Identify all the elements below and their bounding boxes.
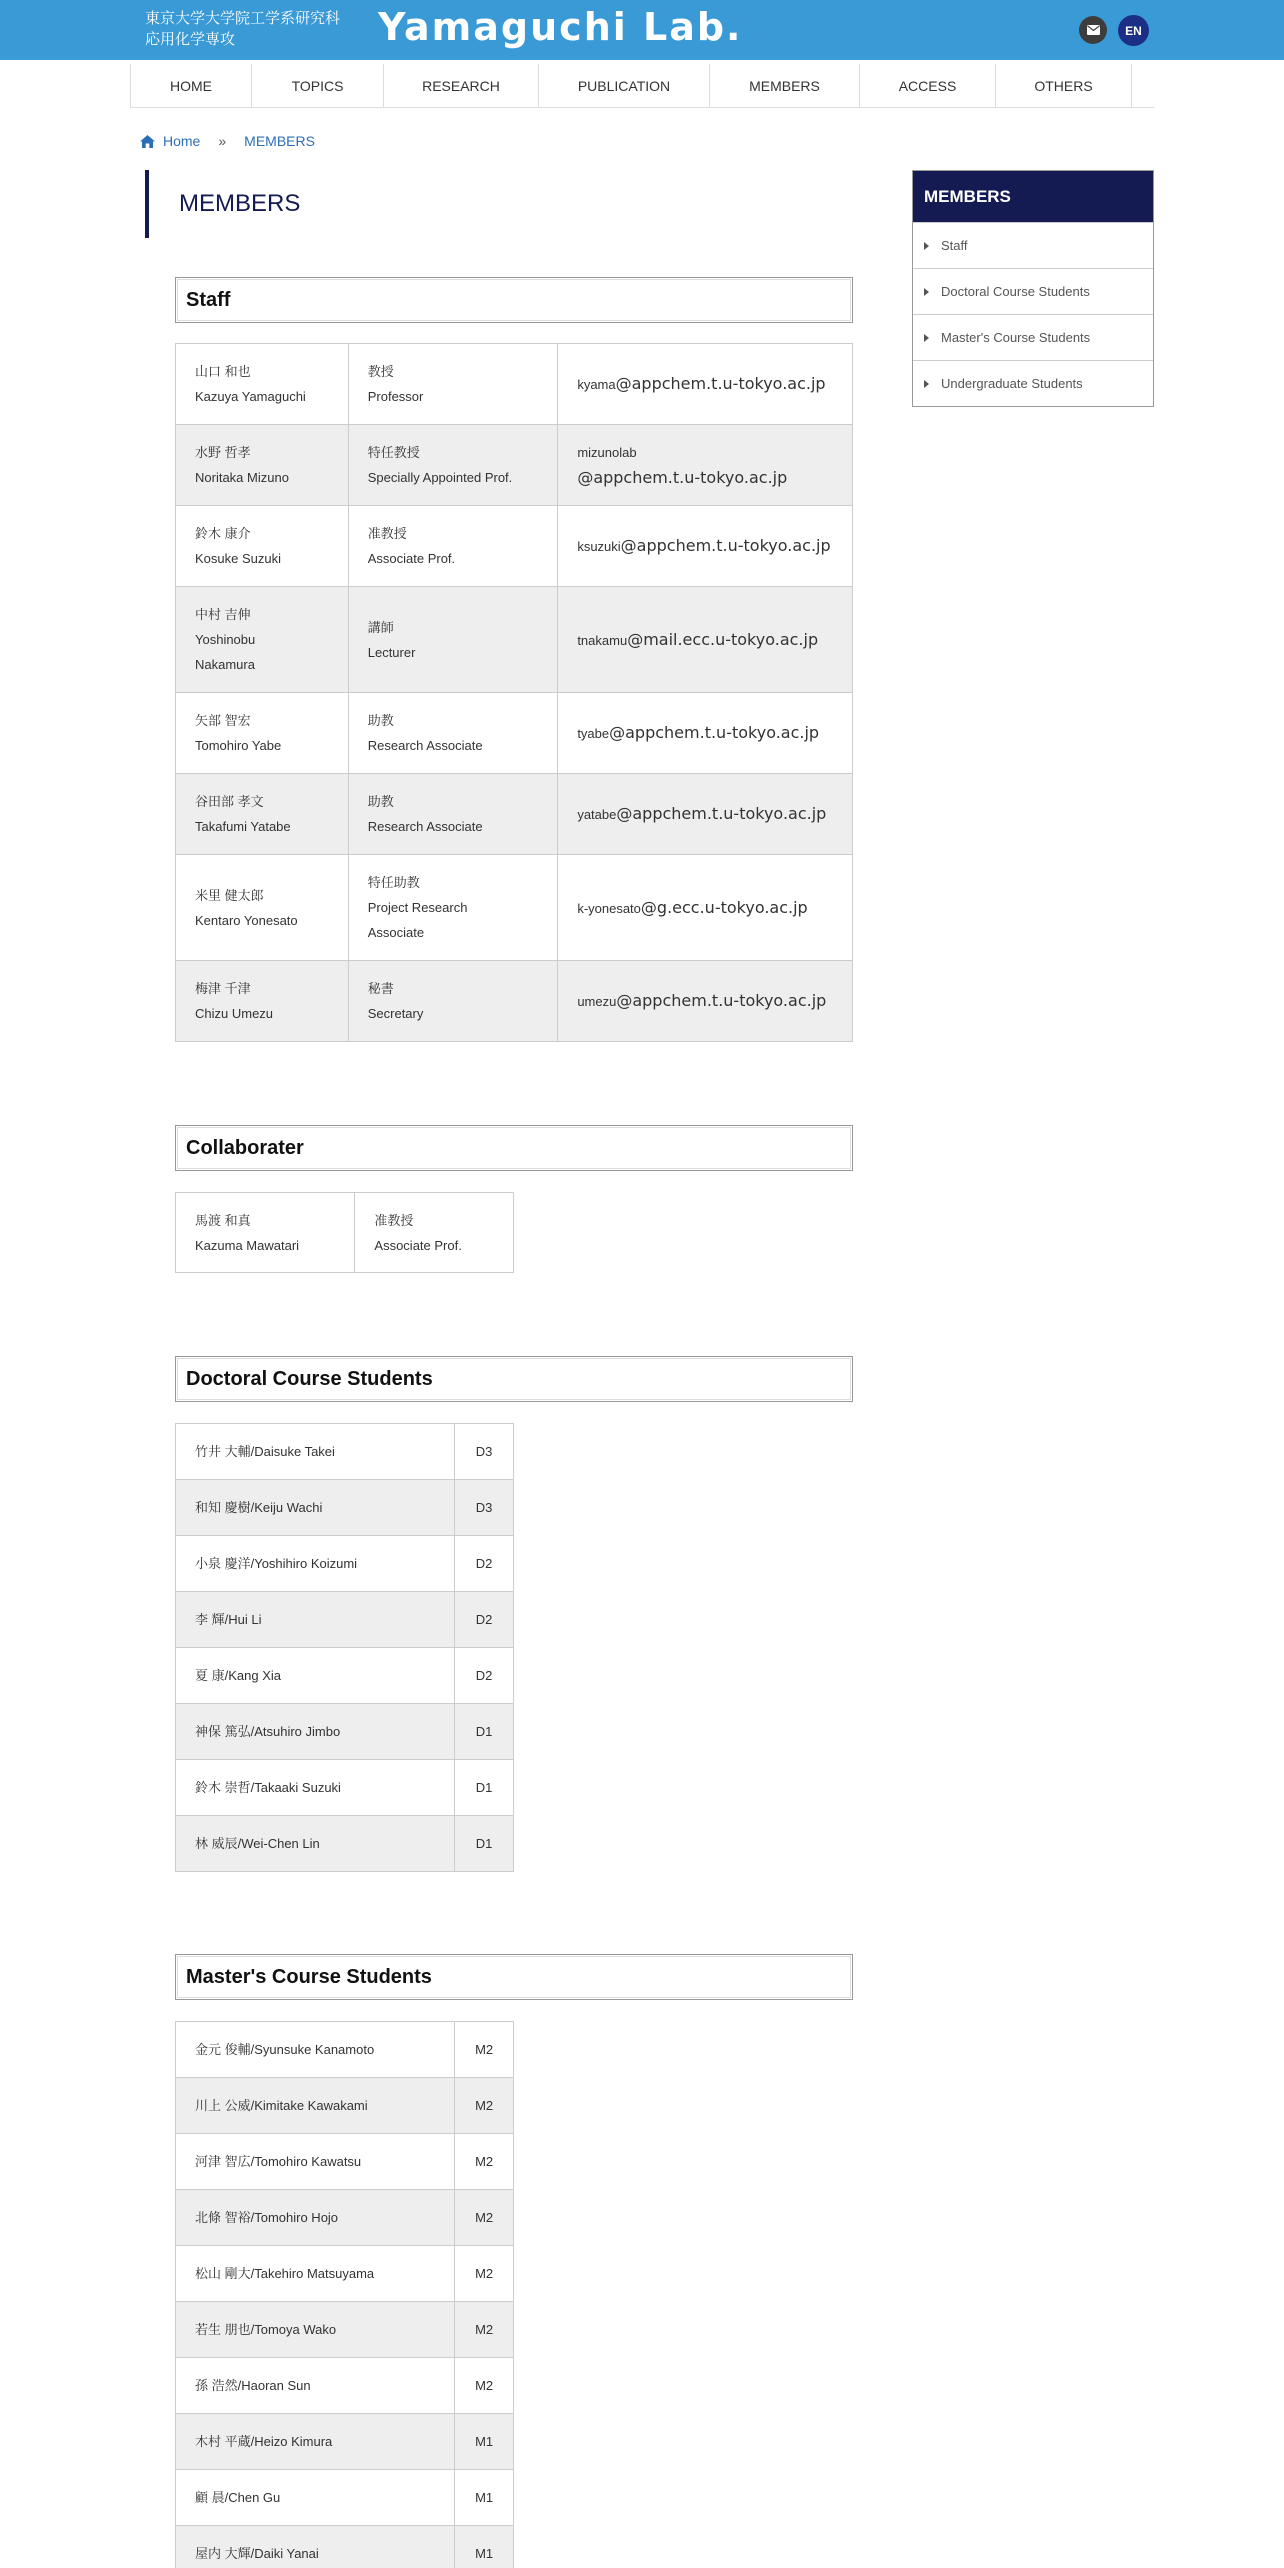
nav-research[interactable]: RESEARCH: [383, 64, 538, 108]
table-row: [176, 1648, 514, 1704]
student-grade: M1: [455, 2526, 514, 2568]
staff-email-cell: [558, 425, 853, 506]
table-row: [176, 1592, 514, 1648]
email-domain: @appchem.t.u-tokyo.ac.jp: [615, 374, 826, 393]
student-name: 北條 智裕/Tomohiro Hojo: [176, 2190, 455, 2246]
site-header: [0, 0, 1284, 60]
name-en: Tomohiro Yabe: [195, 738, 282, 753]
staff-email-cell: [558, 961, 853, 1042]
title-en: Lecturer: [367, 644, 416, 660]
student-grade: D1: [455, 1760, 514, 1816]
breadcrumb-home-link[interactable]: Home: [163, 133, 201, 149]
name-ja: 梅津 千津: [195, 981, 251, 996]
name-en: Yoshinobu: [195, 632, 256, 647]
staff-title-cell: [348, 506, 558, 587]
name-ja: 山口 和也: [195, 364, 251, 379]
title-ja: 秘書: [367, 981, 394, 996]
sidebar-item-label: Undergraduate Students: [941, 376, 1083, 391]
department-line-1: 東京大学大学院工学系研究科: [145, 10, 341, 27]
table-row: [176, 2414, 514, 2470]
table-row: [176, 2358, 514, 2414]
table-row: [176, 2246, 514, 2302]
staff-name-cell: [176, 344, 349, 425]
table-row: [176, 1760, 514, 1816]
title-ja: 助教: [367, 794, 394, 809]
email-domain: @mail.ecc.u-tokyo.ac.jp: [627, 629, 819, 649]
sidebar-item-staff[interactable]: [913, 222, 1153, 268]
student-grade: M2: [455, 2302, 514, 2358]
table-row: [176, 2526, 514, 2568]
table-row: [176, 2470, 514, 2526]
section-heading-collaborater: Collaborater: [175, 1125, 853, 1171]
caret-right-icon: [924, 380, 929, 388]
student-name: 夏 康/Kang Xia: [176, 1648, 455, 1704]
table-row: [176, 961, 853, 1042]
name-ja: 米里 健太郎: [195, 887, 264, 903]
staff-email-cell: [558, 344, 853, 425]
staff-name-cell: [176, 425, 349, 506]
title-ja: 特任教授: [367, 445, 420, 460]
student-name: 小泉 慶洋/Yoshihiro Koizumi: [176, 1536, 455, 1592]
breadcrumb: [140, 133, 315, 149]
student-name: 孫 浩然/Haoran Sun: [176, 2358, 455, 2414]
student-name: 金元 俊輔/Syunsuke Kanamoto: [176, 2022, 455, 2078]
page-title: MEMBERS: [145, 170, 300, 238]
name-ja: 矢部 智宏: [195, 713, 251, 728]
student-name: 屋内 大輝/Daiki Yanai: [176, 2526, 455, 2568]
email-domain: @appchem.t.u-tokyo.ac.jp: [609, 723, 820, 742]
staff-name-cell: [176, 961, 349, 1042]
student-grade: D2: [455, 1648, 514, 1704]
staff-name-cell: [176, 506, 349, 587]
staff-table: [175, 343, 853, 1042]
email-user: umezu: [577, 994, 617, 1009]
staff-email-cell: [558, 855, 853, 961]
table-row: [176, 2134, 514, 2190]
nav-others[interactable]: OTHERS: [995, 64, 1132, 108]
title-en: Research Associate: [367, 819, 483, 834]
table-row: [176, 1704, 514, 1760]
name-ja: 鈴木 康介: [195, 526, 251, 541]
staff-name-cell: [176, 774, 349, 855]
email-domain: @g.ecc.u-tokyo.ac.jp: [640, 897, 808, 917]
student-name: 木村 平蔵/Heizo Kimura: [176, 2414, 455, 2470]
caret-right-icon: [924, 334, 929, 342]
staff-title-cell: [348, 693, 558, 774]
name-ja: 中村 吉伸: [195, 607, 251, 622]
title-en: Project Research: [367, 900, 468, 915]
breadcrumb-current[interactable]: MEMBERS: [244, 133, 315, 149]
student-name: 神保 篤弘/Atsuhiro Jimbo: [176, 1704, 455, 1760]
student-name: 松山 剛大/Takehiro Matsuyama: [176, 2246, 455, 2302]
main-nav: [130, 64, 1154, 108]
staff-email-cell: [558, 506, 853, 587]
student-grade: M2: [455, 2190, 514, 2246]
title-ja: 准教授: [374, 1212, 414, 1228]
nav-topics[interactable]: TOPICS: [251, 64, 383, 108]
staff-email-cell: [558, 587, 853, 693]
email-user: kyama: [577, 377, 616, 392]
staff-title-cell: [348, 961, 558, 1042]
student-grade: D2: [455, 1592, 514, 1648]
table-row: [176, 1424, 514, 1480]
table-row: [176, 506, 853, 587]
student-grade: D3: [455, 1480, 514, 1536]
table-row: [176, 774, 853, 855]
student-name: 竹井 大輔/Daisuke Takei: [176, 1424, 455, 1480]
table-row: [176, 2078, 514, 2134]
title-en: Associate Prof.: [374, 1237, 462, 1253]
section-heading-doctoral: Doctoral Course Students: [175, 1356, 853, 1402]
student-grade: D3: [455, 1424, 514, 1480]
mail-icon[interactable]: [1079, 16, 1107, 44]
staff-title-cell: [348, 425, 558, 506]
name-en: Kosuke Suzuki: [195, 551, 281, 566]
table-row: [176, 2022, 514, 2078]
title-ja: 助教: [367, 713, 394, 728]
name-en: Takafumi Yatabe: [195, 819, 291, 834]
staff-title-cell: [348, 587, 558, 693]
student-grade: D1: [455, 1816, 514, 1872]
student-name: 林 威辰/Wei-Chen Lin: [176, 1816, 455, 1872]
name-ja: 谷田部 孝文: [195, 794, 264, 809]
name-ja: 水野 哲孝: [195, 445, 251, 460]
department-name: [145, 8, 340, 50]
title-ja: 講師: [367, 619, 394, 635]
email-domain: @appchem.t.u-tokyo.ac.jp: [616, 991, 827, 1010]
doctoral-table: [175, 1423, 514, 1872]
collaborater-table: [175, 1192, 514, 1273]
email-user: tyabe: [577, 726, 610, 741]
student-name: 顧 晨/Chen Gu: [176, 2470, 455, 2526]
email-domain: @appchem.t.u-tokyo.ac.jp: [616, 804, 827, 823]
table-row: [176, 425, 853, 506]
name-en: Kentaro Yonesato: [195, 912, 298, 928]
sidebar-item-undergraduate[interactable]: [913, 360, 1153, 406]
email-user: yatabe: [577, 807, 617, 822]
sidebar-members: [912, 170, 1154, 407]
table-row: [176, 855, 853, 961]
collaborater-name-cell: [176, 1193, 355, 1273]
table-row: [176, 344, 853, 425]
name-en: Kazuya Yamaguchi: [195, 389, 306, 404]
student-grade: M2: [455, 2358, 514, 2414]
title-ja: 教授: [367, 364, 394, 379]
caret-right-icon: [924, 288, 929, 296]
title-en: Professor: [367, 389, 424, 404]
student-name: 鈴木 崇哲/Takaaki Suzuki: [176, 1760, 455, 1816]
staff-name-cell: [176, 587, 349, 693]
breadcrumb-separator: »: [218, 133, 227, 149]
staff-name-cell: [176, 693, 349, 774]
name-en: Kazuma Mawatari: [195, 1237, 300, 1253]
student-grade: M2: [455, 2246, 514, 2302]
sidebar-item-doctoral[interactable]: [913, 268, 1153, 314]
sidebar-item-masters[interactable]: [913, 314, 1153, 360]
section-heading-masters: Master's Course Students: [175, 1954, 853, 2000]
name-en: Chizu Umezu: [195, 1006, 274, 1021]
title-en: Associate Prof.: [367, 551, 456, 566]
student-name: 若生 朋也/Tomoya Wako: [176, 2302, 455, 2358]
nav-members[interactable]: MEMBERS: [709, 64, 859, 108]
sidebar-item-label: Master's Course Students: [941, 330, 1091, 345]
nav-access[interactable]: ACCESS: [859, 64, 995, 108]
staff-email-cell: [558, 774, 853, 855]
student-grade: M2: [455, 2022, 514, 2078]
student-name: 李 輝/Hui Li: [176, 1592, 455, 1648]
masters-table: [175, 2021, 514, 2568]
student-name: 川上 公威/Kimitake Kawakami: [176, 2078, 455, 2134]
name-en: Noritaka Mizuno: [195, 470, 289, 485]
name-en-line-2: Nakamura: [195, 657, 255, 672]
sidebar-item-label: Staff: [941, 238, 968, 253]
nav-publication[interactable]: PUBLICATION: [538, 64, 709, 108]
sidebar-title: MEMBERS: [913, 171, 1153, 222]
email-user: k-yonesato: [577, 900, 641, 916]
student-name: 河津 智広/Tomohiro Kawatsu: [176, 2134, 455, 2190]
staff-title-cell: [348, 344, 558, 425]
student-grade: D1: [455, 1704, 514, 1760]
department-line-2: 応用化学専攻: [145, 31, 236, 48]
section-heading-staff: Staff: [175, 277, 853, 323]
table-row: [176, 693, 853, 774]
table-row: [176, 1480, 514, 1536]
staff-title-cell: [348, 855, 558, 961]
sidebar-item-label: Doctoral Course Students: [941, 284, 1090, 299]
home-icon: [140, 135, 155, 148]
table-row: [176, 587, 853, 693]
caret-right-icon: [924, 242, 929, 250]
email-domain: @appchem.t.u-tokyo.ac.jp: [577, 468, 788, 487]
site-logo[interactable]: Yamaguchi Lab.: [378, 5, 743, 49]
email-user: tnakamu: [577, 632, 628, 648]
student-name: 和知 慶樹/Keiju Wachi: [176, 1480, 455, 1536]
table-row: [176, 2302, 514, 2358]
table-row: [176, 1536, 514, 1592]
title-en: Secretary: [367, 1006, 424, 1021]
title-ja: 特任助教: [367, 875, 420, 890]
student-grade: M1: [455, 2470, 514, 2526]
staff-name-cell: [176, 855, 349, 961]
name-ja: 馬渡 和真: [195, 1212, 251, 1228]
table-row: [176, 2190, 514, 2246]
table-row: [176, 1816, 514, 1872]
english-language-button[interactable]: EN: [1118, 15, 1149, 46]
student-grade: M2: [455, 2134, 514, 2190]
student-grade: M1: [455, 2414, 514, 2470]
email-domain: @appchem.t.u-tokyo.ac.jp: [620, 536, 831, 555]
student-grade: M2: [455, 2078, 514, 2134]
student-grade: D2: [455, 1536, 514, 1592]
title-en: Specially Appointed Prof.: [367, 470, 513, 485]
email-user: ksuzuki: [577, 539, 621, 554]
collaborater-title-cell: [355, 1193, 514, 1273]
staff-title-cell: [348, 774, 558, 855]
staff-email-cell: [558, 693, 853, 774]
email-user: mizunolab: [577, 445, 637, 460]
table-row: [176, 1193, 514, 1273]
nav-home[interactable]: HOME: [130, 64, 251, 108]
title-ja: 准教授: [367, 526, 407, 541]
title-en-line-2: Associate: [367, 925, 425, 940]
title-en: Research Associate: [367, 738, 483, 753]
